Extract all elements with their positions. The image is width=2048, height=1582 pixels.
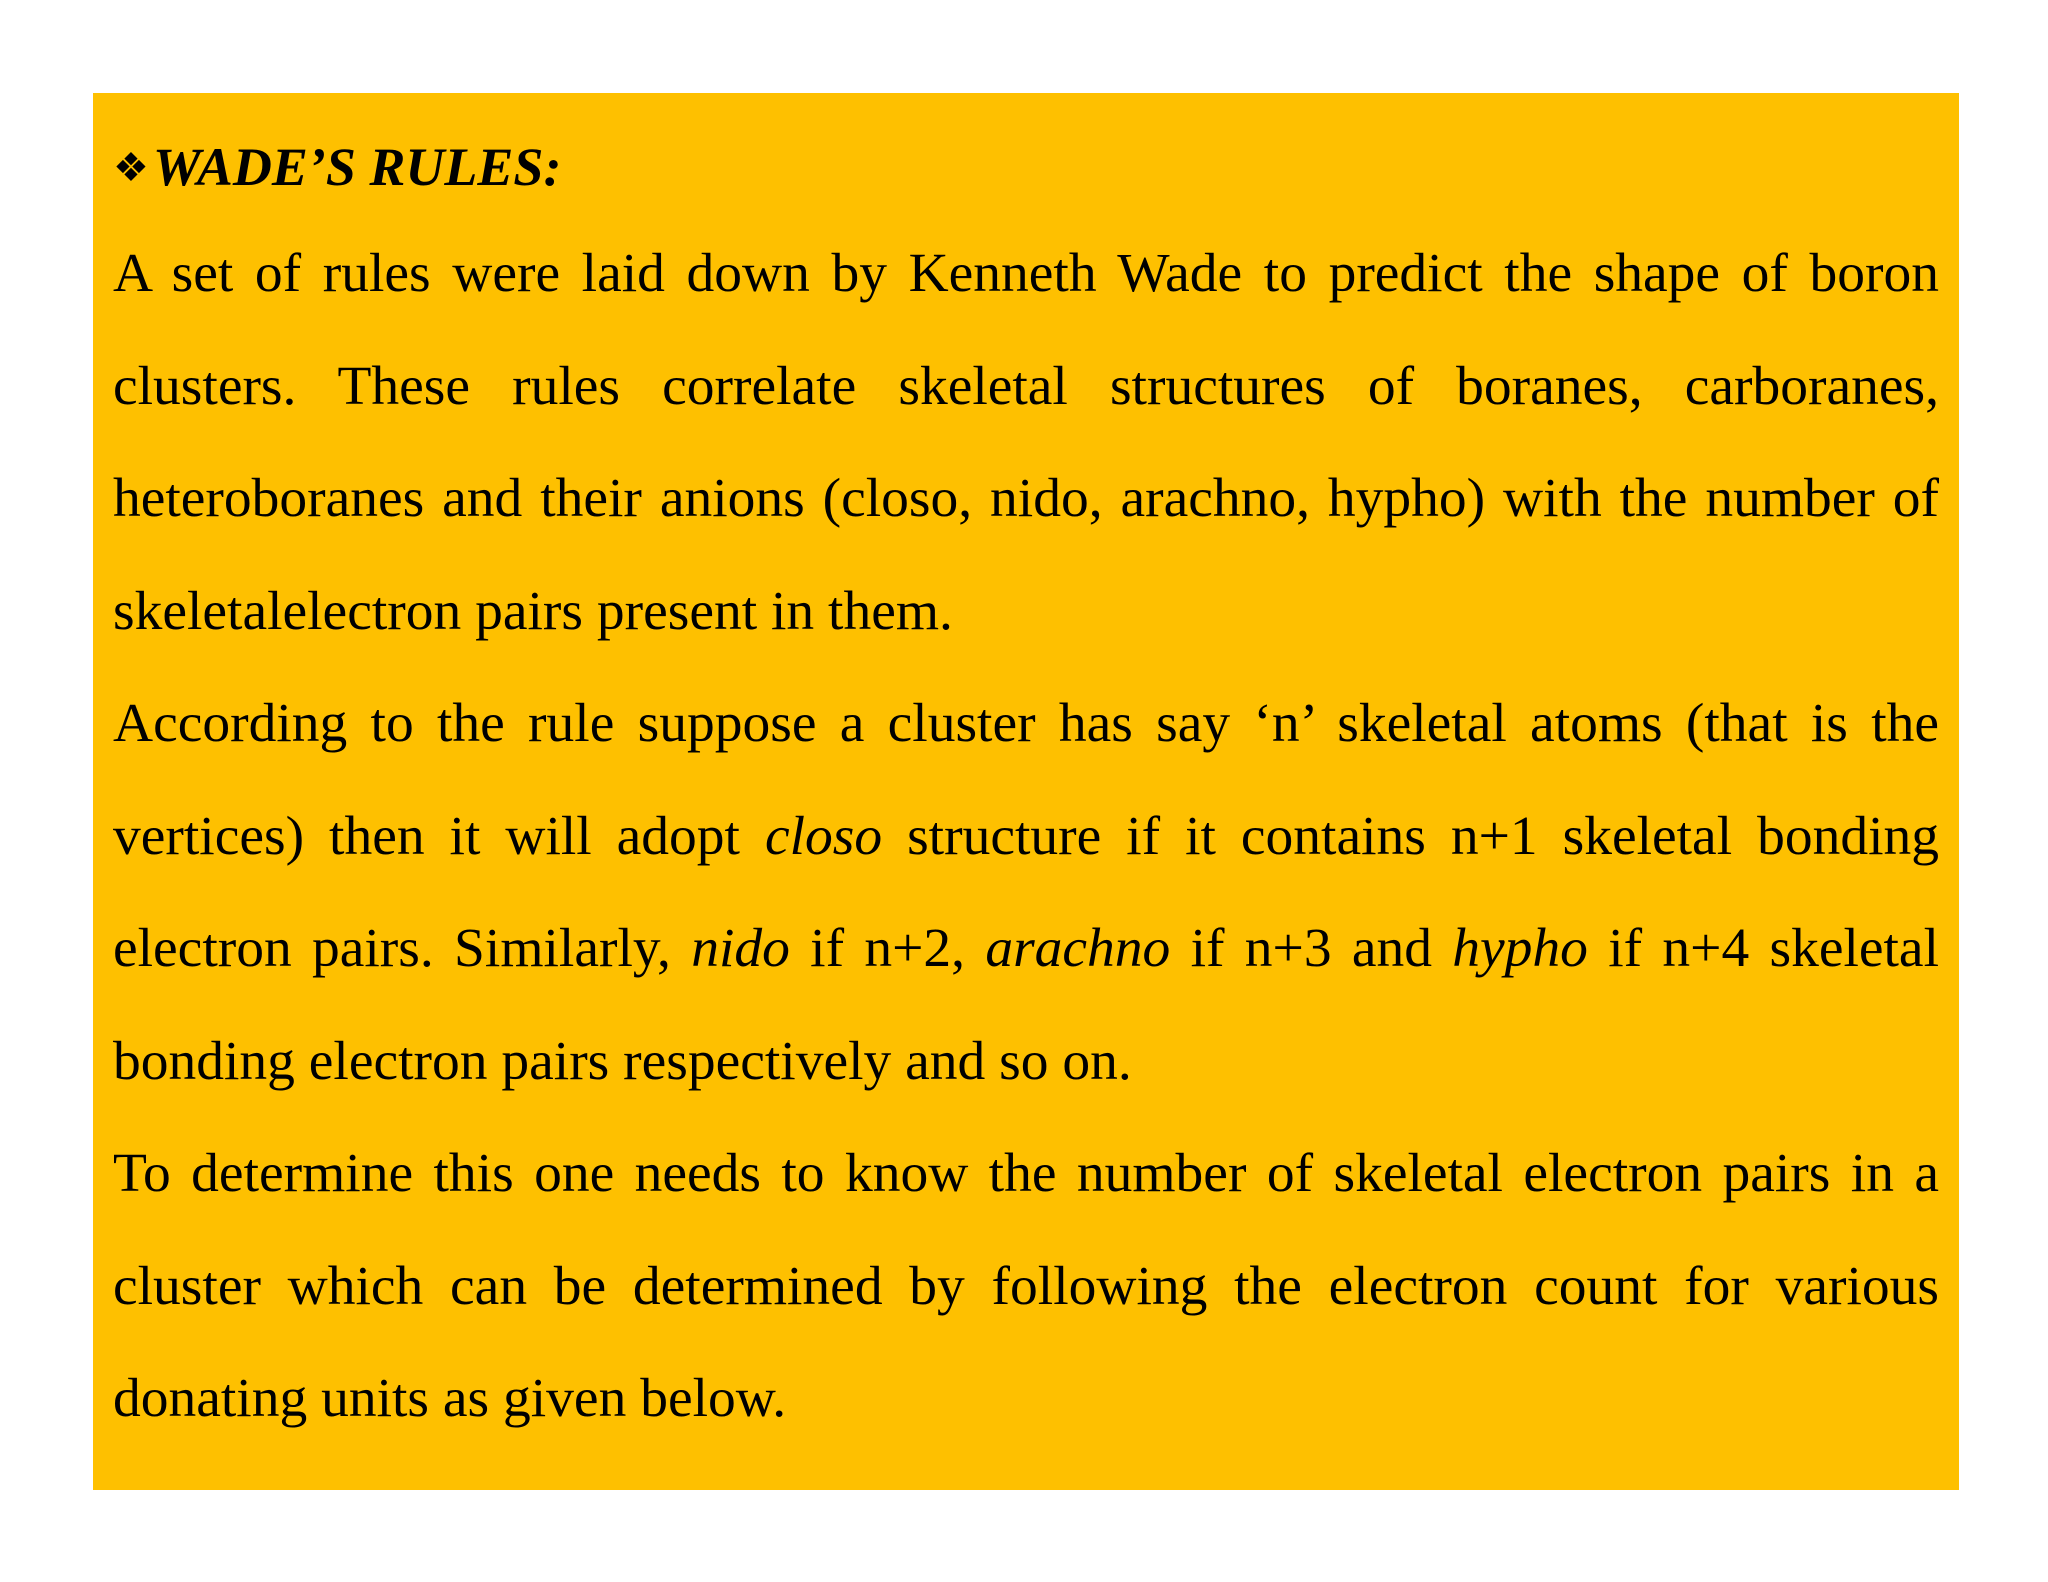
rule-text-3: if n+2, bbox=[789, 918, 986, 979]
paragraph-determine: To determine this one needs to know the number of skeletal electron pairs in a cluster which can be determined by following the electron count for various donating units as given below. bbox=[113, 1143, 1939, 1429]
paragraph-intro: A set of rules were laid down by Kenneth Wade to predict the shape of boron clusters. These rules correlate skeletal structures of boranes, carboranes, heteroboranes and their anions (closo, nido, arachno, hypho) with the number of skeletalelectron pairs present in them. bbox=[113, 243, 1939, 642]
section-heading bbox=[113, 137, 1939, 197]
diamond-bullet-icon: ❖ bbox=[113, 145, 149, 190]
rule-text-4: if n+3 and bbox=[1170, 918, 1453, 979]
rule-text-2: structure if it contains n+1 skeletal bonding electron pairs. Similarly, bbox=[113, 805, 1940, 979]
term-nido: nido bbox=[691, 918, 790, 979]
term-closo: closo bbox=[764, 805, 883, 867]
term-arachno: arachno bbox=[985, 918, 1171, 979]
rule-text-5: if n+4 skeletal bonding electron pairs respectively and so on. bbox=[113, 918, 1939, 1092]
rule-text-1: According to the rule suppose a cluster has say ‘n’ skeletal atoms (that is the vertices) then it will adopt bbox=[113, 693, 1939, 867]
paragraph-rule bbox=[113, 668, 1939, 1118]
content-box bbox=[93, 93, 1959, 1490]
term-hypho: hypho bbox=[1452, 918, 1588, 979]
heading-text: WADE’S RULES: bbox=[152, 137, 562, 197]
